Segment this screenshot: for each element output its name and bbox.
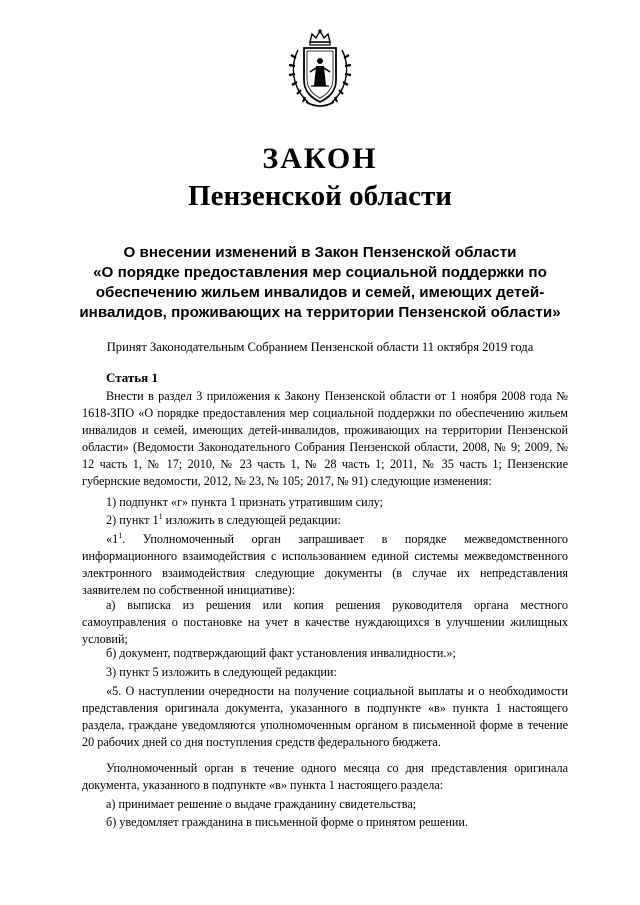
quote-paragraph-5: «5. О наступлении очередности на получение социальной выплаты и о необходимости представления оригинала документа, указанного в подпункте «в» пункта 1 настоящего раздела, граждане уведомляются уполномоченным органом в письменной форме в течение 20 рабочих дней со дня поступления средств федерального бюджета. — [82, 684, 568, 749]
subitem-a: а) выписка из решения или копия решения руководителя органа местного самоуправления о постановке на учет в качестве нуждающихся в улучшении жилищных условий; — [82, 598, 568, 646]
quote-5-block — [82, 683, 568, 751]
item-1-block — [82, 494, 568, 511]
intro-paragraph: Внести в раздел 3 приложения к Закону Пензенской области от 1 ноября 2008 года № 1618-ЗПО «О порядке предоставления мер социальной поддержки по обеспечению жильем инвалидов и семей, имеющих детей-инвалидов, проживающих на территории Пензенской области» (Ведомости Законодательного Собрания Пензенской области, 2008, № 9; 2009, № 12 часть 1, № 17; 2010, № 23 часть 1, № 28 часть 1; 2011, № 35 часть 1; Пензенские губернские ведомости, 2012, № 23, № 105; 2017, № 91) следующие изменения: — [82, 389, 568, 488]
subitem-a2: а) принимает решение о выдаче гражданину свидетельства; — [106, 797, 417, 811]
adoption-note: Принят Законодательным Собранием Пензенской области 11 октября 2019 года — [106, 340, 534, 354]
article-title: Статья 1 — [106, 370, 158, 385]
item-2 — [82, 512, 568, 529]
item-2-text-b: изложить в следующей редакции: — [162, 513, 341, 527]
coat-of-arms-icon — [288, 28, 352, 110]
heading-line: «О порядке предоставления мер социальной поддержки по — [93, 264, 547, 281]
sub-a2-block — [82, 796, 568, 813]
item-1: 1) подпункт «г» пункта 1 признать утратившим силу; — [106, 495, 383, 509]
quote-1-superscript: 1 — [118, 530, 123, 540]
item-2-block — [82, 512, 568, 529]
heading-line: О внесении изменений в Закон Пензенской области — [123, 244, 517, 261]
law-heading — [70, 243, 570, 323]
sub-a-block — [82, 597, 568, 648]
sub-b2-block — [82, 814, 568, 831]
quote-1-text-a: «1 — [106, 532, 119, 546]
quote-1-block — [82, 531, 568, 599]
month-paragraph: Уполномоченный орган в течение одного месяца со дня представления оригинала документа, указанного в подпункте «в» пункта 1 настоящего раздела: — [82, 761, 568, 792]
item-3: 3) пункт 5 изложить в следующей редакции: — [106, 665, 337, 679]
heading-line: инвалидов, проживающих на территории Пензенской области» — [79, 304, 561, 321]
document-subtitle: Пензенской области — [188, 180, 452, 212]
quote-paragraph-1-1 — [82, 531, 568, 599]
document-title: ЗАКОН — [262, 142, 378, 175]
item-2-text-a: 2) пункт 1 — [106, 513, 159, 527]
subitem-b2: б) уведомляет гражданина в письменной форме о принятом решении. — [106, 815, 468, 829]
subitem-b: б) документ, подтверждающий факт установления инвалидности.»; — [106, 646, 456, 660]
item-3-block — [82, 664, 568, 681]
item-2-superscript: 1 — [158, 511, 163, 521]
article-body — [82, 388, 568, 490]
sub-b-block — [82, 645, 568, 662]
quote-1-text-b: . Уполномоченный орган запрашивает в порядке межведомственного информационного взаимодействия с использованием единой системы межведомственного электронного взаимодействия следующие документы (в случае их непредставления заявителем по собственной инициативе): — [82, 532, 568, 597]
month-block — [82, 760, 568, 794]
heading-line: обеспечению жильем инвалидов и семей, имеющих детей- — [95, 284, 545, 301]
